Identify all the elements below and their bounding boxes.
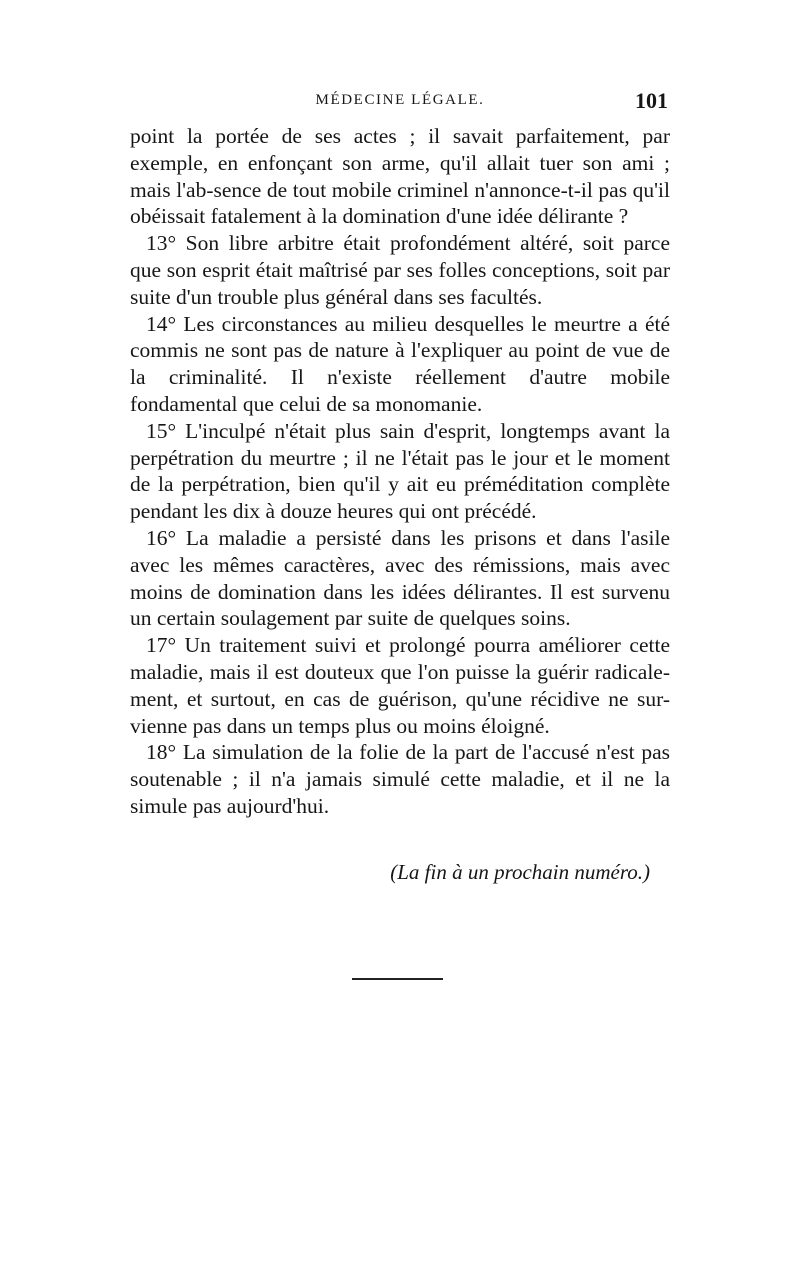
paragraph-item-15: 15° L'inculpé n'était plus sain d'esprit, longtemps avant la perpétration du meurtre ; il ne l'était pas le jour et le moment de la perpétration, bien qu'il y ait eu préméditation complète pendant les dix à douze heures qui ont précédé. — [130, 418, 670, 524]
body-text — [130, 123, 670, 820]
paragraph-item-13: 13° Son libre arbitre était profondément altéré, soit parce que son esprit était maîtrisé par ses folles conceptions, soit par suite d'un trouble plus général dans ses facultés. — [130, 231, 670, 309]
running-title: MÉDECINE LÉGALE. — [315, 92, 485, 108]
continuation-note: (La fin à un prochain numéro.) — [390, 860, 650, 884]
paragraph-item-16: 16° La maladie a persisté dans les prisons et dans l'asile avec les mêmes caractères, avec des rémissions, mais avec moins de domination dans les idées délirantes. Il est survenu un certain soulagement par suite de quelques soins. — [130, 525, 670, 631]
page-number: 101 — [635, 88, 668, 113]
section-rule — [352, 978, 443, 980]
paragraph-item-14: 14° Les circonstances au milieu desquelles le meurtre a été commis ne sont pas de nature à l'expliquer au point de vue de la criminalité. Il n'existe réellement d'autre mobile fondamental que celui de sa monomanie. — [130, 311, 670, 416]
running-head — [130, 90, 670, 120]
paragraph-item-17: 17° Un traitement suivi et prolongé pourra améliorer cette maladie, mais il est douteux que l'on puisse la guérir radicale-ment, et surtout, en cas de guérison, qu'une récidive ne sur-vienne pas dans un temps plus ou moins éloigné. — [130, 633, 670, 738]
paragraph-continuation: point la portée de ses actes ; il savait parfaitement, par exemple, en enfonçant son arme, qu'il allait tuer son ami ; mais l'ab-sence de tout mobile criminel n'annonce-t-il pas qu'il obéissait fatalement à la domination d'une idée délirante ? — [130, 124, 670, 229]
paragraph-item-18: 18° La simulation de la folie de la part de l'accusé n'est pas soutenable ; il n'a jamais simulé cette maladie, et il ne la simule pas aujourd'hui. — [130, 740, 670, 818]
